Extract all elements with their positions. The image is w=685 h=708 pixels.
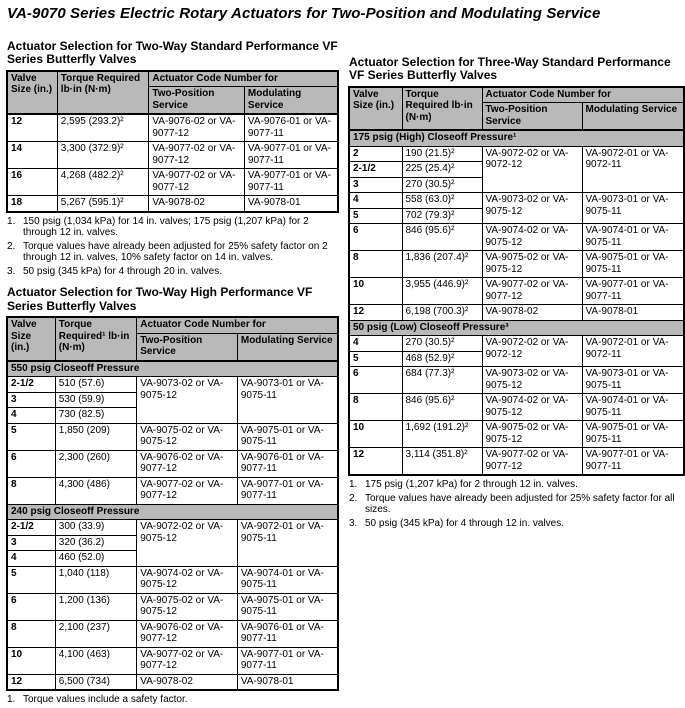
valve-size-cell: 10: [349, 278, 402, 305]
modulating-cell: VA-9077-01 or VA-9077-11: [244, 169, 338, 196]
table-row: [349, 421, 684, 448]
valve-size-cell: 6: [349, 224, 402, 251]
valve-size-cell: 10: [349, 421, 402, 448]
torque-header: Torque Required lb·in (N·m): [402, 87, 482, 131]
valve-size-cell: 14: [7, 142, 57, 169]
section-label: 550 psig Closeoff Pressure: [7, 361, 338, 377]
two-position-cell: VA-9077-02 or VA-9077-12: [482, 278, 582, 305]
table-heading-two-way-standard: Actuator Selection for Two-Way Standard Performance VF Series Butterfly Valves: [7, 39, 338, 67]
table-row: [7, 620, 338, 647]
modulating-cell: VA-9078-01: [244, 196, 338, 212]
valve-size-cell: 16: [7, 169, 57, 196]
modulating-header: Modulating Service: [244, 87, 338, 115]
footnote: [7, 241, 339, 264]
valve-size-cell: 5: [349, 208, 402, 224]
two-position-cell: VA-9076-02 or VA-9077-12: [149, 114, 245, 142]
valve-size-cell: 6: [349, 367, 402, 394]
two-position-header: Two-Position Service: [482, 103, 582, 131]
modulating-cell: VA-9073-01 or VA-9075-11: [582, 193, 684, 224]
table-header: [7, 71, 338, 115]
table-row: [7, 377, 338, 393]
table-row: [7, 674, 338, 690]
torque-cell: 1,692 (191.2)²: [402, 421, 482, 448]
torque-cell: 2,595 (293.2)²: [57, 114, 149, 142]
footnote-number: 3.: [7, 265, 16, 277]
table-row: [349, 336, 684, 352]
two-position-cell: VA-9075-02 or VA-9075-12: [137, 593, 238, 620]
footnote-text: Torque values include a safety factor.: [23, 694, 188, 706]
footnote-text: 150 psig (1,034 kPa) for 14 in. valves; 175 psig (1,207 kPa) for 2 through 12 in. valves.: [23, 215, 309, 239]
two-position-cell: VA-9077-02 or VA-9077-12: [149, 169, 245, 196]
modulating-cell: VA-9076-01 or VA-9077-11: [237, 620, 338, 647]
table-heading-three-way-standard: Actuator Selection for Three-Way Standard Performance VF Series Butterfly Valves: [349, 55, 671, 83]
table-notes-two-way-standard: [7, 216, 339, 278]
modulating-cell: VA-9075-01 or VA-9075-11: [237, 593, 338, 620]
table-row: [349, 224, 684, 251]
footnote: [7, 266, 339, 278]
torque-cell: 730 (82.5): [55, 408, 136, 424]
valve-size-header: Valve Size (in.): [7, 71, 57, 115]
torque-cell: 270 (30.5)²: [402, 177, 482, 193]
table-row: [7, 142, 338, 169]
table-row: [7, 647, 338, 674]
torque-cell: 3,955 (446.9)²: [402, 278, 482, 305]
table-row: [349, 146, 684, 162]
valve-size-cell: 2-1/2: [7, 377, 55, 393]
valve-size-cell: 3: [349, 177, 402, 193]
torque-cell: 558 (63.0)²: [402, 193, 482, 209]
table-heading-two-way-high: Actuator Selection for Two-Way High Performance VF Series Butterfly Valves: [7, 285, 313, 313]
table-container-two-way-high: [6, 316, 339, 691]
torque-cell: 300 (33.9): [55, 520, 136, 536]
actuator-code-header: Actuator Code Number for: [137, 317, 338, 333]
two-position-cell: VA-9077-02 or VA-9077-12: [137, 647, 238, 674]
two-position-cell: VA-9073-02 or VA-9075-12: [482, 367, 582, 394]
torque-cell: 1,836 (207.4)²: [402, 251, 482, 278]
modulating-cell: VA-9074-01 or VA-9075-11: [582, 224, 684, 251]
two-position-cell: VA-9073-02 or VA-9075-12: [482, 193, 582, 224]
modulating-cell: VA-9077-01 or VA-9077-11: [582, 278, 684, 305]
modulating-cell: VA-9073-01 or VA-9075-11: [237, 377, 338, 424]
table-row: [349, 394, 684, 421]
table-row: [349, 367, 684, 394]
table-container-two-way-standard: [6, 70, 339, 213]
torque-cell: 1,200 (136): [55, 593, 136, 620]
torque-cell: 4,300 (486): [55, 477, 136, 504]
valve-size-cell: 8: [349, 251, 402, 278]
two-position-cell: VA-9077-02 or VA-9077-12: [137, 477, 238, 504]
torque-cell: 1,040 (118): [55, 566, 136, 593]
valve-size-cell: 4: [349, 193, 402, 209]
torque-cell: 320 (36.2): [55, 535, 136, 551]
table-row: [7, 520, 338, 536]
table-row: [349, 305, 684, 321]
torque-cell: 1,850 (209): [55, 423, 136, 450]
torque-cell: 468 (52.9)²: [402, 351, 482, 367]
two-position-cell: VA-9075-02 or VA-9075-12: [482, 251, 582, 278]
footnote-number: 2.: [349, 492, 358, 504]
two-position-cell: VA-9072-02 or VA-9075-12: [137, 520, 238, 567]
torque-header: Torque Required¹ lb·in (N·m): [55, 317, 136, 361]
footnote: [349, 493, 684, 516]
footnote-text: Torque values have already been adjusted for 25% safety factor on 2 through 12 in. valves, 10% safety factor on 14 in. valves.: [23, 240, 328, 264]
valve-size-cell: 12: [349, 305, 402, 321]
torque-cell: 702 (79.3)²: [402, 208, 482, 224]
section-label: 175 psig (High) Closeoff Pressure¹: [349, 130, 684, 146]
table-notes-three-way-standard: [349, 479, 684, 529]
section-label: 50 psig (Low) Closeoff Pressure³: [349, 320, 684, 336]
valve-size-cell: 8: [7, 477, 55, 504]
modulating-cell: VA-9078-01: [237, 674, 338, 690]
valve-size-cell: 6: [7, 450, 55, 477]
section-row: [7, 361, 338, 377]
modulating-cell: VA-9077-01 or VA-9077-11: [237, 477, 338, 504]
table-row: [7, 566, 338, 593]
torque-header: Torque Required lb·in (N·m): [57, 71, 149, 115]
valve-size-cell: 2-1/2: [7, 520, 55, 536]
two-position-cell: VA-9078-02: [482, 305, 582, 321]
table-notes-two-way-high: [7, 694, 339, 706]
footnote-text: 50 psig (345 kPa) for 4 through 12 in. valves.: [365, 517, 565, 529]
torque-cell: 2,100 (237): [55, 620, 136, 647]
torque-cell: 530 (59.9): [55, 392, 136, 408]
actuator-code-header: Actuator Code Number for: [482, 87, 684, 103]
modulating-cell: VA-9072-01 or VA-9072-11: [582, 336, 684, 367]
table-row: [7, 114, 338, 142]
table-row: [349, 193, 684, 209]
two-position-cell: VA-9074-02 or VA-9075-12: [482, 224, 582, 251]
modulating-cell: VA-9075-01 or VA-9075-11: [582, 251, 684, 278]
valve-size-cell: 12: [7, 114, 57, 142]
modulating-cell: VA-9073-01 or VA-9075-11: [582, 367, 684, 394]
torque-cell: 270 (30.5)²: [402, 336, 482, 352]
footnote-text: 50 psig (345 kPa) for 4 through 20 in. valves.: [23, 265, 223, 277]
two-position-cell: VA-9078-02: [149, 196, 245, 212]
valve-size-cell: 18: [7, 196, 57, 212]
two-position-cell: VA-9075-02 or VA-9075-12: [137, 423, 238, 450]
valve-size-cell: 2: [349, 146, 402, 162]
table-row: [7, 423, 338, 450]
actuator-table-two-way-standard: [6, 70, 339, 213]
footnote-number: 3.: [349, 517, 358, 529]
footnote: [7, 694, 339, 706]
valve-size-cell: 12: [349, 448, 402, 476]
modulating-header: Modulating Service: [582, 103, 684, 131]
torque-cell: 6,198 (700.3)²: [402, 305, 482, 321]
footnote-number: 1.: [7, 215, 16, 227]
valve-size-cell: 4: [7, 551, 55, 567]
footnote: [7, 216, 339, 239]
modulating-cell: VA-9072-01 or VA-9075-11: [237, 520, 338, 567]
torque-cell: 3,114 (351.8)²: [402, 448, 482, 476]
valve-size-cell: 6: [7, 593, 55, 620]
page-title: VA-9070 Series Electric Rotary Actuators for Two-Position and Modulating Service: [7, 5, 601, 22]
table-row: [7, 593, 338, 620]
torque-cell: 6,500 (734): [55, 674, 136, 690]
footnote-number: 1.: [349, 479, 358, 491]
torque-cell: 5,267 (595.1)²: [57, 196, 149, 212]
torque-cell: 4,100 (463): [55, 647, 136, 674]
valve-size-cell: 5: [7, 566, 55, 593]
actuator-table-two-way-high: [6, 316, 339, 691]
section-row: [349, 130, 684, 146]
torque-cell: 460 (52.0): [55, 551, 136, 567]
modulating-cell: VA-9074-01 or VA-9075-11: [582, 394, 684, 421]
valve-size-cell: 8: [349, 394, 402, 421]
two-position-header: Two-Position Service: [137, 333, 238, 361]
modulating-cell: VA-9075-01 or VA-9075-11: [237, 423, 338, 450]
footnote-number: 2.: [7, 240, 16, 252]
footnote: [349, 518, 684, 530]
actuator-table-three-way-standard: [348, 86, 685, 477]
two-position-header: Two-Position Service: [149, 87, 245, 115]
modulating-cell: VA-9077-01 or VA-9077-11: [582, 448, 684, 476]
table-row: [349, 251, 684, 278]
valve-size-cell: 3: [7, 535, 55, 551]
modulating-cell: VA-9077-01 or VA-9077-11: [237, 647, 338, 674]
torque-cell: 2,300 (260): [55, 450, 136, 477]
two-position-cell: VA-9076-02 or VA-9077-12: [137, 620, 238, 647]
right-column: [348, 40, 684, 531]
two-position-cell: VA-9072-02 or VA-9072-12: [482, 146, 582, 193]
modulating-header: Modulating Service: [237, 333, 338, 361]
table-header: [349, 87, 684, 131]
two-position-cell: VA-9076-02 or VA-9077-12: [137, 450, 238, 477]
table-row: [349, 448, 684, 476]
two-position-cell: VA-9073-02 or VA-9075-12: [137, 377, 238, 424]
two-position-cell: VA-9075-02 or VA-9075-12: [482, 421, 582, 448]
valve-size-cell: 2-1/2: [349, 162, 402, 178]
torque-cell: 846 (95.6)²: [402, 224, 482, 251]
two-position-cell: VA-9074-02 or VA-9075-12: [482, 394, 582, 421]
valve-size-cell: 10: [7, 647, 55, 674]
two-position-cell: VA-9077-02 or VA-9077-12: [149, 142, 245, 169]
two-column-layout: [6, 40, 681, 708]
modulating-cell: VA-9072-01 or VA-9072-11: [582, 146, 684, 193]
footnote-number: 1.: [7, 694, 16, 706]
table-row: [7, 169, 338, 196]
torque-cell: 225 (25.4)²: [402, 162, 482, 178]
footnote-text: Torque values have already been adjusted for 25% safety factor for all sizes.: [365, 492, 675, 516]
torque-cell: 190 (21.5)²: [402, 146, 482, 162]
valve-size-cell: 4: [7, 408, 55, 424]
modulating-cell: VA-9076-01 or VA-9077-11: [237, 450, 338, 477]
section-row: [7, 504, 338, 520]
two-position-cell: VA-9074-02 or VA-9075-12: [137, 566, 238, 593]
two-position-cell: VA-9077-02 or VA-9077-12: [482, 448, 582, 476]
torque-cell: 510 (57.6): [55, 377, 136, 393]
table-row: [7, 477, 338, 504]
valve-size-cell: 3: [7, 392, 55, 408]
valve-size-header: Valve Size (in.): [349, 87, 402, 131]
footnote-text: 175 psig (1,207 kPa) for 2 through 12 in. valves.: [365, 479, 578, 491]
valve-size-cell: 8: [7, 620, 55, 647]
modulating-cell: VA-9078-01: [582, 305, 684, 321]
table-header: [7, 317, 338, 361]
valve-size-cell: 5: [349, 351, 402, 367]
section-label: 240 psig Closeoff Pressure: [7, 504, 338, 520]
valve-size-header: Valve Size (in.): [7, 317, 55, 361]
modulating-cell: VA-9075-01 or VA-9075-11: [582, 421, 684, 448]
valve-size-cell: 12: [7, 674, 55, 690]
modulating-cell: VA-9076-01 or VA-9077-11: [244, 114, 338, 142]
modulating-cell: VA-9074-01 or VA-9075-11: [237, 566, 338, 593]
valve-size-cell: 4: [349, 336, 402, 352]
actuator-code-header: Actuator Code Number for: [149, 71, 338, 87]
table-row: [7, 196, 338, 212]
torque-cell: 3,300 (372.9)²: [57, 142, 149, 169]
torque-cell: 684 (77.3)²: [402, 367, 482, 394]
two-position-cell: VA-9078-02: [137, 674, 238, 690]
left-column: [6, 40, 339, 708]
footnote: [349, 479, 684, 491]
torque-cell: 4,268 (482.2)²: [57, 169, 149, 196]
torque-cell: 846 (95.6)²: [402, 394, 482, 421]
section-row: [349, 320, 684, 336]
two-position-cell: VA-9072-02 or VA-9072-12: [482, 336, 582, 367]
table-container-three-way-standard: [348, 86, 684, 477]
modulating-cell: VA-9077-01 or VA-9077-11: [244, 142, 338, 169]
valve-size-cell: 5: [7, 423, 55, 450]
table-row: [349, 278, 684, 305]
table-row: [7, 450, 338, 477]
